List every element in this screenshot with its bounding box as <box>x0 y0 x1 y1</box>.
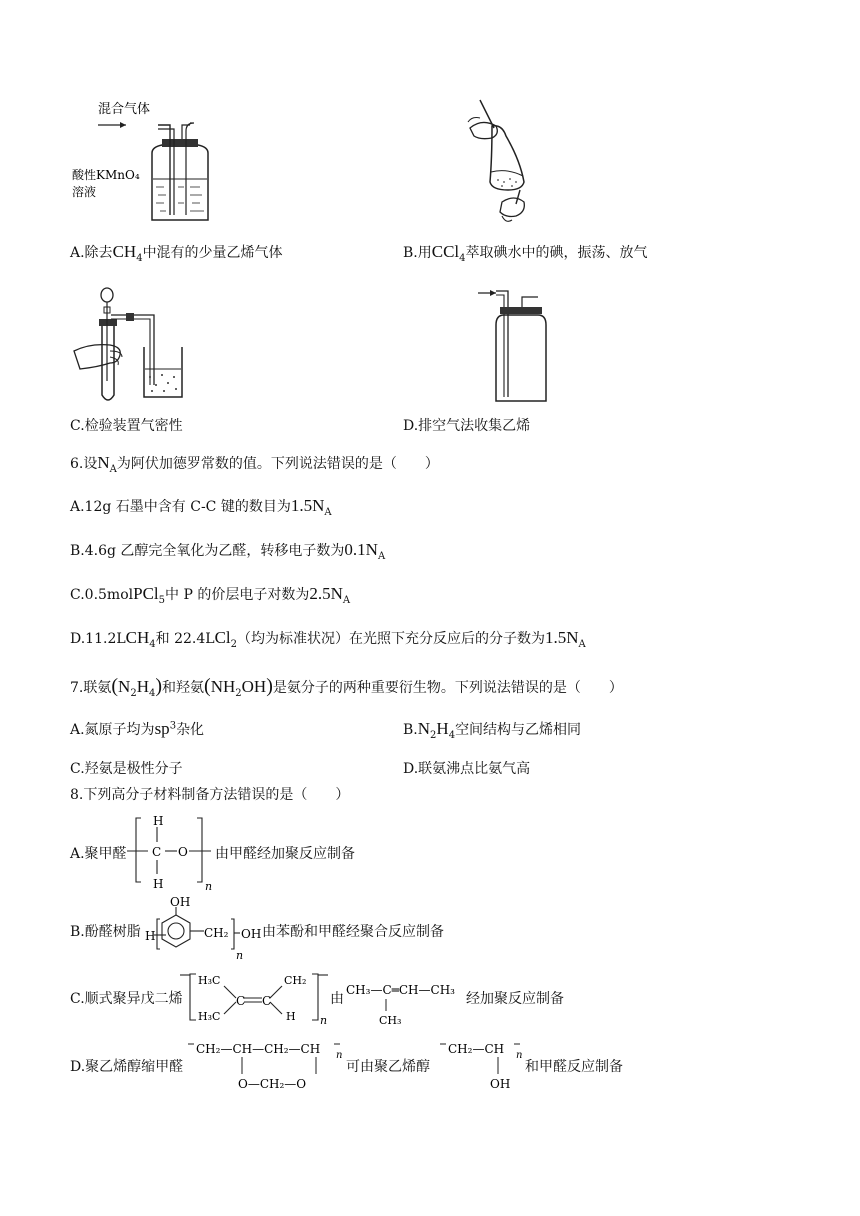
q6-a-value: 1.5N <box>290 496 325 515</box>
q6-d-text-2: （均为标准状况）在光照下充分反应后的分子数为 <box>237 631 546 647</box>
q8-c-text: 经加聚反应制备 <box>466 991 564 1007</box>
q6-option-d <box>70 628 586 650</box>
q6-d-formula-1-sub: 4 <box>149 638 156 650</box>
q5-option-a <box>70 242 283 264</box>
q7-formula-1-sub2: 4 <box>148 687 156 699</box>
q5-a-formula: CH <box>112 242 137 261</box>
q8-c-label: C.顺式聚异戊二烯 <box>70 991 183 1007</box>
q6-d-value-sub: A <box>578 638 586 650</box>
q6-d-formula-2-sub: 2 <box>230 638 238 650</box>
q7-formula-1: N <box>118 677 131 696</box>
q6-option-a <box>70 496 332 518</box>
fig-a-label-solution: 溶液 <box>72 185 97 199</box>
q8-d-mid: 可由聚乙烯醇 <box>346 1059 430 1075</box>
q5-a-formula-sub: 4 <box>136 252 143 264</box>
q6-stem-formula: N <box>97 453 110 472</box>
q7-stem-prefix: 7.联氨 <box>70 680 112 696</box>
q6-b-value: 0.1N <box>344 540 378 559</box>
q6-option-b <box>70 540 385 562</box>
q7-b-text: 空间结构与乙烯相同 <box>455 722 582 738</box>
fig-a-label-mixed-gas: 混合气体 <box>98 102 151 117</box>
q8-b-subscript-n: n <box>236 949 244 962</box>
q8-c-atom-c2: C <box>262 994 272 1008</box>
q6-c-prefix: C.0.5mol <box>70 587 134 603</box>
q8-a-atom-o: O <box>178 845 188 859</box>
fig-a-label-kmno4: 酸性KMnO₄ <box>72 168 140 182</box>
q7-stem-mid: 和羟氨 <box>162 680 205 696</box>
q7-stem: 7.联氨$(N_2H_4)$和羟氨$(NH_2OH)$是氨分子的两种重要衍生物。下列说法错误的是（ ） <box>70 675 623 699</box>
q8-d-text: 和甲醛反应制备 <box>525 1059 623 1075</box>
q8-a-atom-h-top: H <box>153 814 164 828</box>
q5-a-text: 中混有的少量乙烯气体 <box>142 245 283 261</box>
q8-d-pva <box>440 1036 530 1096</box>
q6-c-text: 中 P 的价层电子对数为 <box>165 587 310 603</box>
q7-a-text: 杂化 <box>176 722 205 738</box>
q7-b-prefix: B. <box>403 722 418 738</box>
q8-c-group-ch2-right: CH₂ <box>284 974 307 987</box>
q8-d-pva-formula: CH₂—CH <box>448 1042 505 1056</box>
q6-c-value: 2.5N <box>309 584 343 603</box>
q8-d-subscript-n: n <box>336 1050 343 1061</box>
q5-option-b <box>403 242 648 264</box>
q8-c-atom-c1: C <box>236 994 246 1008</box>
q6-d-value: 1.5N <box>545 628 579 647</box>
q8-a-text: 由甲醛经加聚反应制备 <box>215 846 355 862</box>
q6-stem-text: 为阿伏加德罗常数的值。下列说法错误的是（ ） <box>116 456 439 472</box>
q6-d-prefix: D.11.2L <box>70 631 126 647</box>
q7-formula-2-tail: OH <box>241 677 267 696</box>
q7-stem-text: 是氨分子的两种重要衍生物。下列说法错误的是（ ） <box>272 680 623 696</box>
figure-airtightness-check <box>70 285 200 410</box>
q7-option-d: D.联氨沸点比氨气高 <box>403 761 531 777</box>
q8-a-structure <box>127 812 217 894</box>
figure-gas-collection-bottle <box>478 283 558 413</box>
q8-d-structure <box>188 1036 348 1096</box>
q5-option-d: D.排空气法收集乙烯 <box>403 418 531 434</box>
figure-gas-washing-bottle <box>70 95 220 225</box>
q7-b-formula-sub2: 4 <box>448 729 456 741</box>
q8-a-label: A.聚甲醛 <box>70 846 127 862</box>
figure-separatory-funnel <box>462 98 542 228</box>
q5-a-prefix: A.除去 <box>70 245 113 261</box>
q6-d-formula-1: CH <box>125 628 150 647</box>
q7-option-c: C.羟氨是极性分子 <box>70 761 183 777</box>
q7-option-a <box>70 719 204 739</box>
q8-d-label: D.聚乙烯醇缩甲醛 <box>70 1059 184 1075</box>
q8-b-structure <box>144 895 264 965</box>
q6-stem-formula-sub: A <box>109 463 117 475</box>
q7-formula-1-sub1: 2 <box>130 687 137 699</box>
q8-c-monomer-formula: CH₃—C═CH—CH₃ <box>346 983 455 997</box>
q7-option-b <box>403 719 581 741</box>
q8-c-atom-h: H <box>286 1010 296 1023</box>
q6-b-value-sub: A <box>377 550 386 562</box>
q8-d-pva-oh: OH <box>490 1077 511 1091</box>
q5-b-prefix: B.用 <box>403 245 432 261</box>
q7-a-formula: sp <box>154 719 170 738</box>
q8-c-group-h3c: H₃C <box>198 1010 221 1023</box>
q8-b-atom-h: H <box>145 929 156 943</box>
q6-stem-prefix: 6.设 <box>70 456 98 472</box>
q7-formula-2-sub: 2 <box>235 687 242 699</box>
q8-a-atom-h-bottom: H <box>153 877 164 891</box>
q6-a-text: A.12g 石墨中含有 C-C 键的数目为 <box>70 499 291 515</box>
q8-b-group-oh-top: OH <box>170 895 191 909</box>
q8-d-formula-backbone: CH₂—CH—CH₂—CH <box>196 1042 321 1056</box>
q8-b-group-ch2: CH₂ <box>204 926 229 940</box>
q6-c-formula: PCl <box>133 584 159 603</box>
q8-b-group-oh-end: OH <box>241 927 262 941</box>
q8-b-label: B.酚醛树脂 <box>70 924 141 940</box>
q5-option-c: C.检验装置气密性 <box>70 418 183 434</box>
q7-b-formula-n: N <box>417 719 431 738</box>
q7-b-formula-sub1: 2 <box>430 729 437 741</box>
q8-c-subscript-n: n <box>320 1014 328 1026</box>
q8-a-subscript-n: n <box>205 880 213 893</box>
q6-stem <box>70 453 439 475</box>
q8-c-structure <box>180 968 330 1026</box>
q8-d-formula-bridge: O—CH₂—O <box>238 1077 307 1091</box>
q8-d-pva-subscript-n: n <box>516 1050 523 1061</box>
q8-c-monomer <box>344 972 466 1028</box>
q8-c-group-ch2-left: H₃C <box>198 974 221 987</box>
q6-option-c <box>70 584 350 606</box>
q7-a-formula-sup: 3 <box>169 720 177 732</box>
q6-d-text-1: 和 22.4L <box>155 631 215 647</box>
q6-a-value-sub: A <box>324 506 332 518</box>
q8-c-mid: 由 <box>330 991 344 1007</box>
q6-d-formula-2: Cl <box>214 628 231 647</box>
q5-b-formula-sub: 4 <box>459 252 466 264</box>
q7-formula-1-mid: H <box>136 677 149 696</box>
q5-b-formula: CCl <box>431 242 460 261</box>
q6-c-value-sub: A <box>342 594 351 606</box>
q7-formula-2: NH <box>210 677 236 696</box>
q8-a-atom-c: C <box>152 845 162 859</box>
q7-b-formula-h: H <box>436 719 449 738</box>
q8-stem: 8.下列高分子材料制备方法错误的是（ ） <box>70 787 350 803</box>
q8-b-text: 由苯酚和甲醛经聚合反应制备 <box>262 924 444 940</box>
q6-b-text: B.4.6g 乙醇完全氧化为乙醛，转移电子数为 <box>70 543 345 559</box>
q5-b-text: 萃取碘水中的碘，振荡、放气 <box>465 245 648 261</box>
q6-c-formula-sub: 5 <box>158 594 166 606</box>
q8-c-monomer-ch3: CH₃ <box>379 1014 402 1027</box>
q7-a-prefix: A.氮原子均为 <box>70 722 155 738</box>
